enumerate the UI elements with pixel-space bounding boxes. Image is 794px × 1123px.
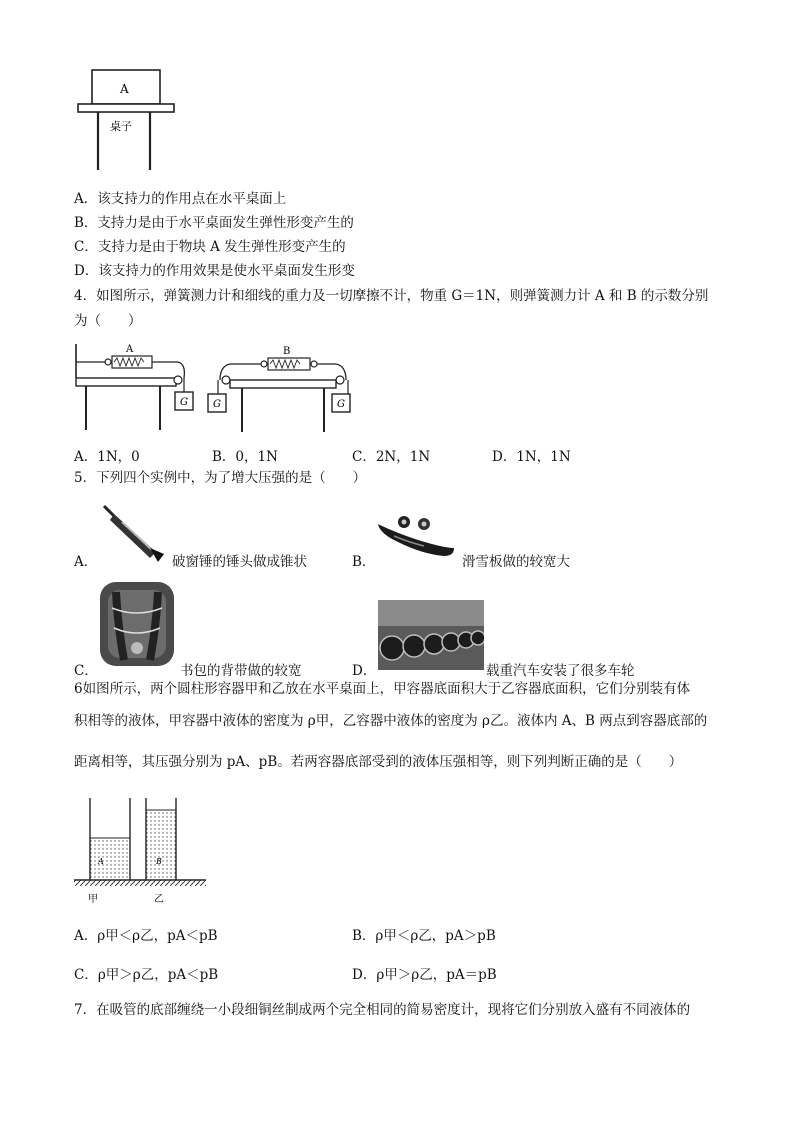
q5-option-c-text: 书包的背带做的较宽 [180, 663, 302, 679]
q3-option-a: A．该支持力的作用点在水平桌面上 [74, 191, 287, 207]
point-a-label: A [98, 857, 104, 866]
q5-option-c-letter: C． [74, 663, 98, 679]
q5-option-b-letter: B． [352, 554, 376, 570]
q5-option-d-letter: D． [352, 663, 377, 679]
q6-option-a: A．ρ甲＜ρ乙，pA＜pB [74, 928, 218, 944]
container-yi-label: 乙 [154, 894, 164, 905]
container-jia-label: 甲 [88, 894, 98, 905]
q6-option-d: D．ρ甲＞ρ乙，pA＝pB [352, 967, 497, 983]
q5-option-d-text: 载重汽车安装了很多车轮 [486, 663, 635, 679]
q4-stem-line1: 4．如图所示，弹簧测力计和细线的重力及一切摩擦不计，物重 G＝1N，则弹簧测力计 A 和 B 的示数分别 [74, 288, 709, 304]
q4-option-d: D．1N，1N [492, 449, 571, 465]
truck-wheels-image [378, 600, 484, 670]
q7-stem-line1: 7．在吸管的底部缠绕一小段细铜丝制成两个完全相同的简易密度计，现将它们分别放入盛有不同液体的 [74, 1002, 691, 1018]
weight-label-mid: G [213, 399, 221, 410]
q6-option-b: B．ρ甲＜ρ乙，pA＞pB [352, 928, 496, 944]
two-containers-figure [70, 796, 210, 908]
block-on-table-figure [72, 68, 182, 174]
q4-stem-line2: 为（ ） [74, 313, 142, 329]
meter-a-label: A [126, 344, 134, 355]
q5-stem: 5．下列四个实例中，为了增大压强的是（ ） [74, 470, 367, 486]
q6-option-c: C．ρ甲＞ρ乙，pA＜pB [74, 967, 219, 983]
table-label: 桌子 [110, 120, 132, 133]
block-label: A [120, 82, 129, 96]
spring-scale-figure [70, 338, 360, 438]
q5-option-a-text: 破窗锤的锤头做成锥状 [172, 554, 307, 570]
q4-option-b: B．0，1N [212, 449, 278, 465]
weight-label-left: G [180, 397, 188, 408]
point-b-label: B [156, 857, 162, 866]
q4-option-c: C．2N，1N [352, 449, 431, 465]
q4-option-a: A．1N，0 [74, 449, 140, 465]
q3-option-b: B．支持力是由于水平桌面发生弹性形变产生的 [74, 215, 354, 231]
meter-b-label: B [283, 346, 291, 357]
weight-label-right: G [337, 399, 345, 410]
snowboard-image [374, 510, 458, 560]
q6-stem-line2: 积相等的液体，甲容器中液体的密度为 ρ甲，乙容器中液体的密度为 ρ乙。液体内 A、B 两点到容器底部的 [74, 713, 708, 729]
q5-option-b-text: 滑雪板做的较宽大 [462, 554, 570, 570]
q6-stem-line1: 6如图所示，两个圆柱形容器甲和乙放在水平桌面上，甲容器底面积大于乙容器底面积，它们分别装有体 [74, 681, 691, 697]
q3-option-d: D．该支持力的作用效果是使水平桌面发生形变 [74, 263, 355, 279]
backpack-image [98, 578, 176, 670]
q6-stem-line3: 距离相等，其压强分别为 pA、pB。若两容器底部受到的液体压强相等，则下列判断正确的是（ ） [74, 754, 683, 770]
safety-hammer-image [96, 500, 168, 566]
q5-option-a-letter: A． [74, 554, 98, 570]
q3-option-c: C．支持力是由于物块 A 发生弹性形变产生的 [74, 239, 346, 255]
